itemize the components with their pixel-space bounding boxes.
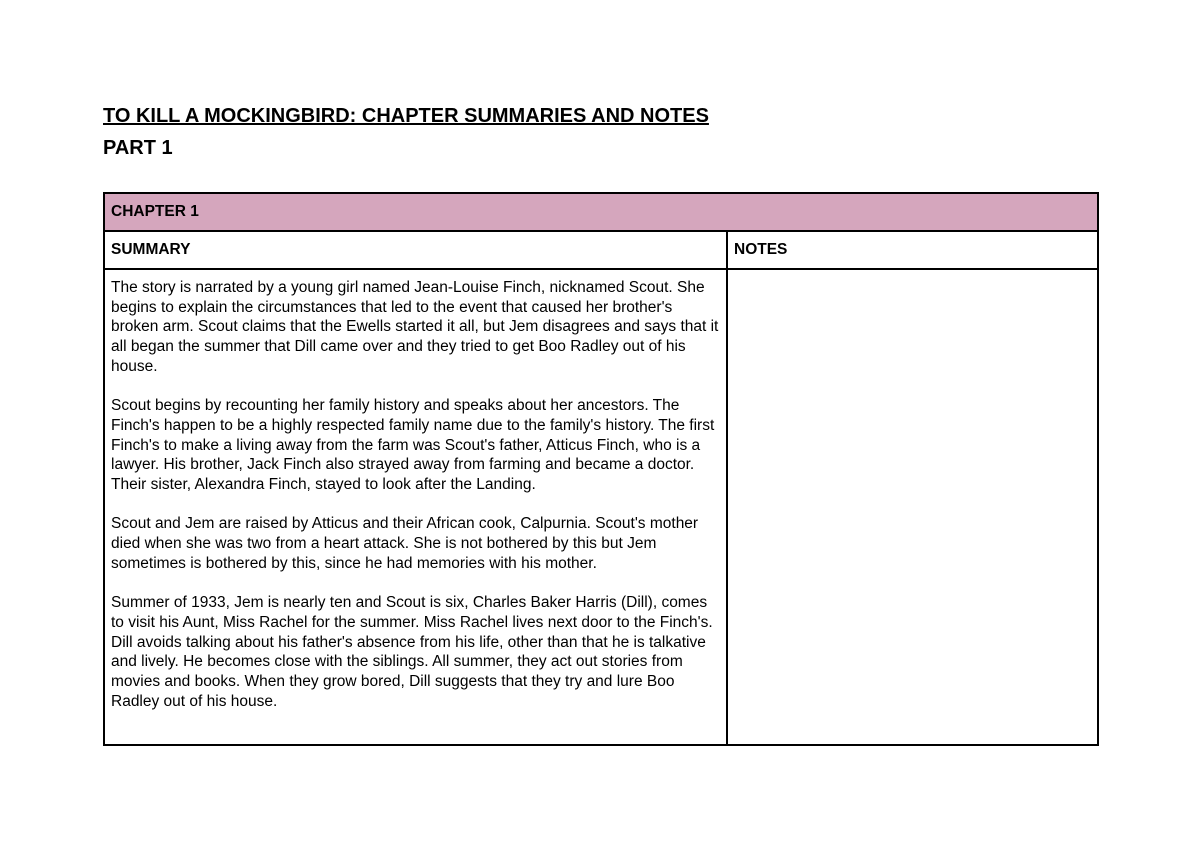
summary-paragraph: Summer of 1933, Jem is nearly ten and Scout is six, Charles Baker Harris (Dill), comes to visit his Aunt, Miss Rachel for the summer. Miss Rachel lives next door to the Finch's. Dill avoids talking about his father's absence from his life, other than that he is talkative and lively. He becomes close with the siblings. All summer, they act out stories from movies and books. When they grow bored, Dill suggests that they try and lure Boo Radley out of his house. [111, 594, 713, 710]
notes-cell [727, 269, 1098, 745]
summary-paragraph: The story is narrated by a young girl named Jean-Louise Finch, nicknamed Scout. She begins to explain the circumstances that led to the event that caused her brother's broken arm. Scout claims that the Ewells started it all, but Jem disagrees and says that it all began the summer that Dill came over and they tried to get Boo Radley out of his house. [111, 279, 719, 375]
chapter-table [103, 192, 1099, 746]
summary-cell [104, 269, 727, 745]
document-subtitle: PART 1 [103, 137, 173, 159]
content-row [104, 269, 1098, 745]
notes-column-header: NOTES [727, 231, 1098, 269]
column-header-row [104, 231, 1098, 269]
chapter-header-row [104, 193, 1098, 231]
summary-paragraph: Scout and Jem are raised by Atticus and their African cook, Calpurnia. Scout's mother died when she was two from a heart attack. She is not bothered by this but Jem sometimes is bothered by this, since he had memories with his mother. [111, 515, 699, 572]
summary-paragraph: Scout begins by recounting her family history and speaks about her ancestors. The Finch's happen to be a highly respected family name due to the family's history. The first Finch's to make a living away from the farm was Scout's father, Atticus Finch, who is a lawyer. His brother, Jack Finch also strayed away from farming and became a doctor. Their sister, Alexandra Finch, stayed to look after the Landing. [111, 397, 715, 494]
chapter-heading: CHAPTER 1 [104, 193, 1098, 231]
document-title: TO KILL A MOCKINGBIRD: CHAPTER SUMMARIES AND NOTES [103, 105, 709, 127]
summary-column-header: SUMMARY [104, 231, 727, 269]
